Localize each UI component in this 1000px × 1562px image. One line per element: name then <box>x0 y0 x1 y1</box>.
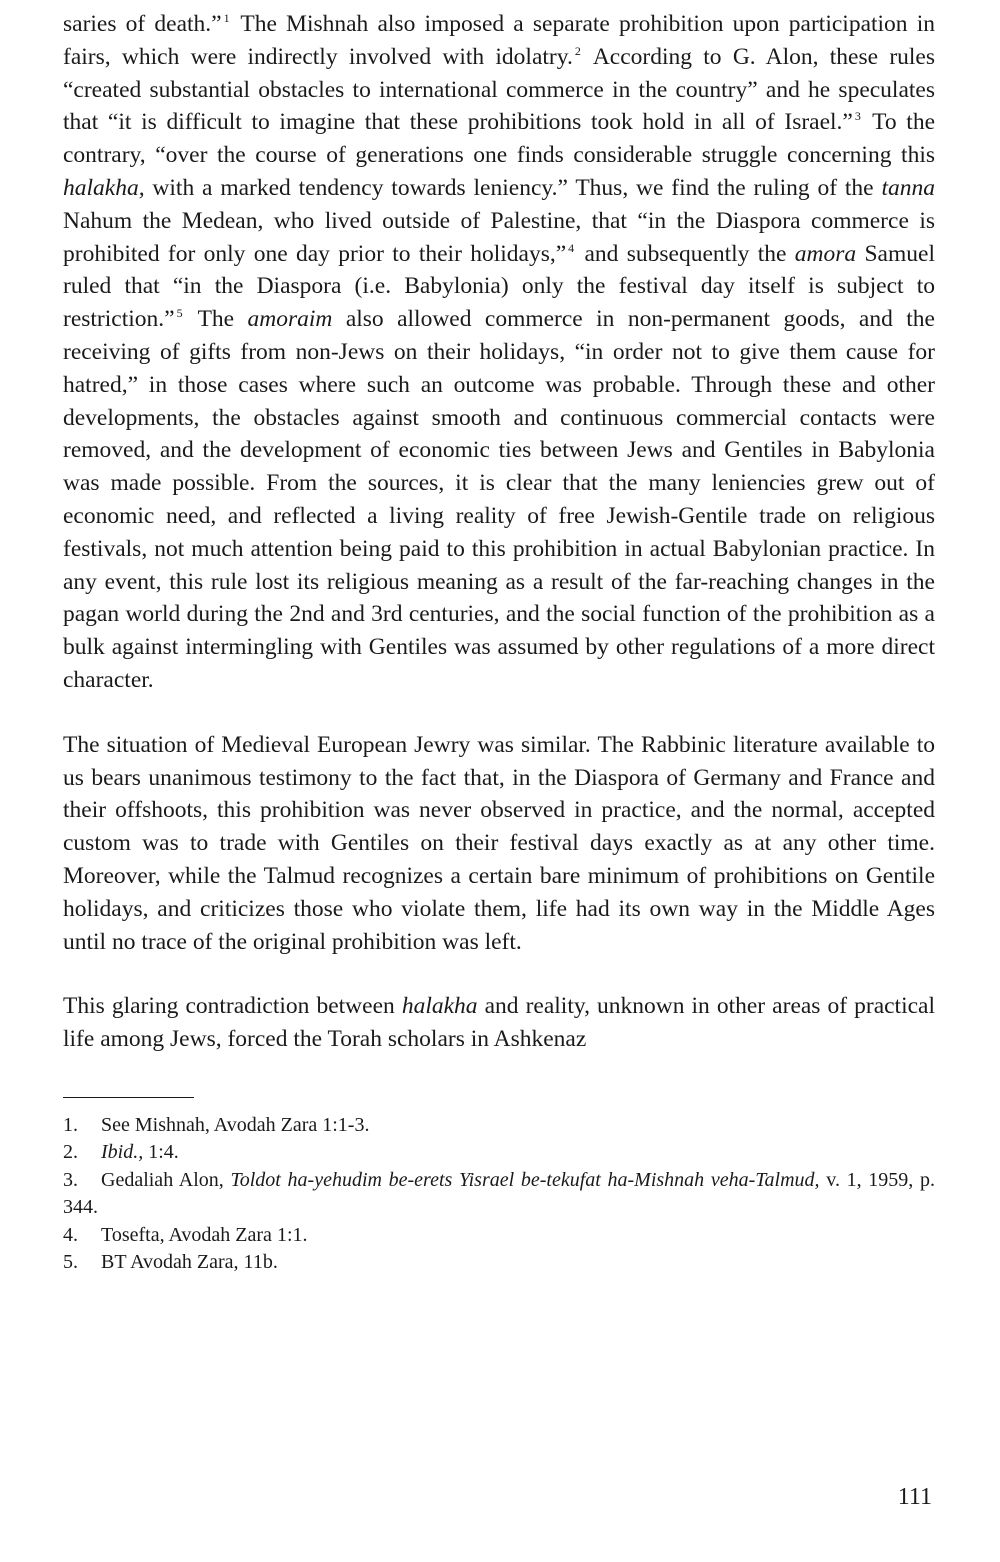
text-run: and reality, unknown in other areas of practical life among Jews, forced the Torah scholars in Ashkenaz <box>63 993 936 1053</box>
text-run: The <box>184 306 248 333</box>
text-run: Gedaliah Alon, <box>101 1168 231 1191</box>
text-run: saries of death.” <box>63 11 222 37</box>
text-run: BT Avodah Zara, 11b. <box>101 1251 278 1274</box>
text-run: v. 1, 1959, p. 344. <box>63 1168 935 1219</box>
text-run: The Mishnah also imposed a separate prohibition upon participation in fairs, which were indirectly involved with idolatry. <box>63 11 935 70</box>
footnote-item <box>63 1249 935 1277</box>
page-number: 111 <box>897 1484 932 1510</box>
italic-term: amoraim <box>247 306 333 333</box>
footnote-reference: 3 <box>854 109 861 124</box>
footnote-item <box>63 1222 935 1250</box>
main-text <box>63 8 935 1056</box>
text-run: with a marked tendency towards leniency.” Thus, we find the ruling of the <box>144 174 882 201</box>
text-run: Nahum the Medean, who lived outside of Palestine, that “in the Diaspora commerce is prohibited for only one day prior to their holidays,” <box>63 207 935 267</box>
text-run: To the contrary, “over the course of generations one finds considerable struggle concerning this <box>63 109 936 169</box>
body-paragraph <box>63 8 935 697</box>
text-run: also allowed commerce in non-permanent goods, and the receiving of gifts from non-Jews on their holidays, “in order not to give them cause for hatred,” in those cases where such an outcome was probable. Through these and other developments, the obstacles against smooth and continuous commercial contacts were removed, and the development of economic ties between Jews and Gentiles in Babylonia was made possible. From the sources, it is clear that the many leniencies grew out of economic need, and reflected a living reality of free Jewish-Gentile trade on religious festivals, not much attention being paid to this prohibition in actual Babylonian practice. In any event, this rule lost its religious meaning as a result of the far-reaching changes in the pagan world during the 2nd and 3rd centuries, and the social function of the prohibition as a bulk against intermingling with Gentiles was assumed by other regulations of a more direct character. <box>63 306 935 693</box>
italic-term: halakha, <box>63 174 145 201</box>
italic-term: Toldot ha-yehudim be-erets Yisrael be-tekufat ha-Mishnah veha-Talmud, <box>230 1168 820 1191</box>
footnote-item <box>63 1139 935 1167</box>
italic-term: halakha <box>401 993 478 1020</box>
italic-term: amora <box>794 240 857 267</box>
text-run: Samuel ruled that “in the Diaspora (i.e. Babylonia) only the festival day itself is subject to restriction.” <box>63 240 935 333</box>
footnote-number: 3. <box>63 1168 78 1191</box>
footnote-number: 5. <box>63 1251 78 1274</box>
footnote-number: 1. <box>63 1113 78 1136</box>
footnote-number: 4. <box>63 1223 78 1246</box>
body-paragraph <box>63 729 935 959</box>
text-run: See Mishnah, Avodah Zara 1:1-3. <box>101 1113 370 1136</box>
text-run: 1:4. <box>143 1141 179 1164</box>
italic-term: tanna <box>881 174 935 201</box>
text-run: Tosefta, Avodah Zara 1:1. <box>101 1223 308 1246</box>
footnotes <box>63 1112 935 1277</box>
text-run: The situation of Medieval European Jewry was similar. The Rabbinic literature available to us bears unanimous testimony to the fact that, in the Diaspora of Germany and France and their offshoots, this prohibition was never observed in practice, and the normal, accepted custom was to trade with Gentiles on their festival days exactly as at any other time. Moreover, while the Talmud recognizes a certain bare minimum of prohibitions on Gentile holidays, and criticizes those who violate them, life had its own way in the Middle Ages until no trace of the original prohibition was left. <box>63 731 935 955</box>
footnote-reference: 5 <box>176 306 183 321</box>
footnote-reference: 2 <box>574 43 581 58</box>
footnote-reference: 1 <box>223 11 230 25</box>
body-paragraph <box>63 990 935 1056</box>
text-run: According to G. Alon, these rules “created substantial obstacles to international commerce in the country” and he speculates that “it is difficult to imagine that these prohibitions took hold in all of Israel.” <box>63 43 936 136</box>
footnote-reference: 4 <box>568 240 575 255</box>
footnote-item <box>63 1167 935 1222</box>
footnote-item <box>63 1112 935 1140</box>
footnote-divider <box>63 1097 194 1098</box>
page-body <box>63 8 935 1277</box>
text-run: and subsequently the <box>576 240 795 267</box>
text-run: This glaring contradiction between <box>63 993 402 1020</box>
italic-term: Ibid., <box>101 1141 144 1164</box>
footnote-number: 2. <box>63 1141 78 1164</box>
